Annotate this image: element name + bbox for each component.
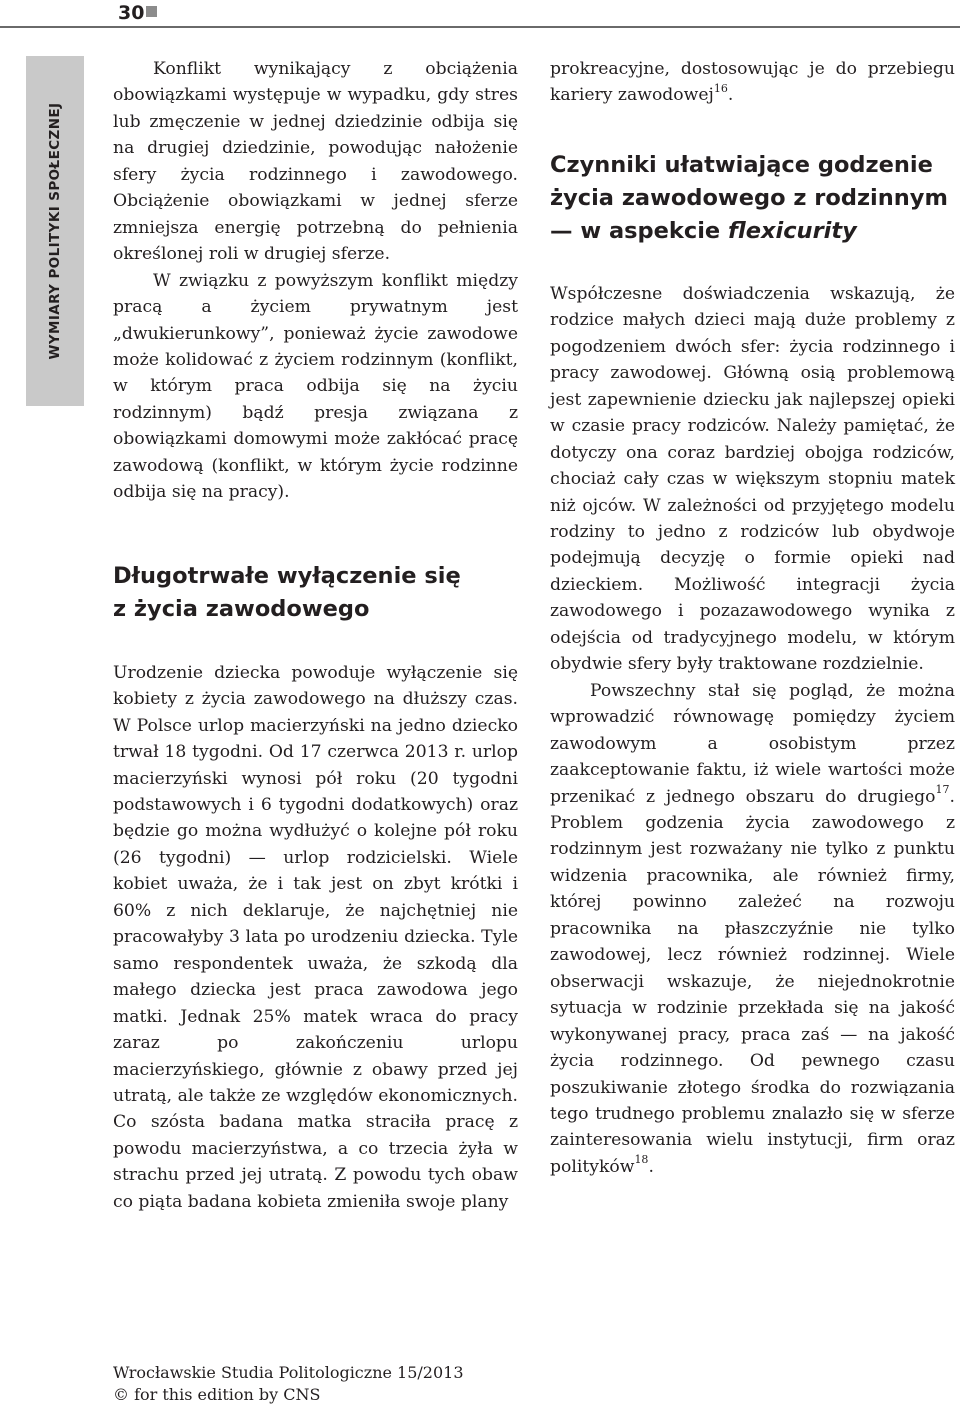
section-heading <box>550 149 955 248</box>
paragraph: Urodzenie dziecka powoduje wyłączenie się kobiety z życia zawodowego na dłuższy czas. W Polsce urlop macierzyński na jedno dziecko trwał 18 tygodni. Od 17 czerwca 2013 r. urlop macierzyński wynosi pół roku (20 tygodni podstawowych i 6 tygodni dodatkowych) oraz będzie go można wydłużyć o kolejne pół roku (26 tygodni) — urlop rodzicielski. Wiele kobiet uważa, że i tak jest on zbyt krótki i 60% z nich deklaruje, że najchętniej nie pracowałyby 3 lata po urodzeniu dziecka. Tyle samo respondentek uważa, że szkodą dla małego dziecka jest praca zawodowa jego matki. Jednak 25% matek wraca do pracy zaraz po zakończeniu urlopu macierzyńskiego, głównie z obawy przed jej utratą, ale także ze względów ekonomicznych. Co szósta badana matka straciła pracę z powodu macierzyństwa, a co trzecia żyła w strachu przed jej utratą. Z powodu tych obaw co piąta badana kobieta zmieniła swoje plany <box>113 662 518 1212</box>
paragraph: Współczesne doświadczenia wskazują, że rodzice małych dzieci mają duże problemy z pogodzeniem dwóch sfer: życia rodzinnego i pracy zawodowej. Główną osią problemową jest zapewnienie dziecku jak najlepszej opieki w czasie pracy rodziców. Należy pamiętać, że dotyczy ona coraz bardziej obojga rodziców, chociaż cały czas w większym stopniu matek niż ojców. W zależności od przyjętego modelu rodziny to jedno z rodziców lub obydwoje podejmują decyzję o formie opieki nad dzieckiem. Możliwość integracji życia zawodowego i pozazawodowego wynika z odejścia od tradycyjnego modelu, w którym obydwie sfery były traktowane rozdzielnie. <box>550 283 955 675</box>
section-sidebar-tab <box>26 56 84 406</box>
paragraph <box>550 678 955 1181</box>
left-column <box>113 56 518 1215</box>
footnote-ref: 16 <box>713 81 728 95</box>
section-heading <box>113 560 518 626</box>
paragraph-text: Powszechny stał się pogląd, że można wprowadzić równowagę pomiędzy życiem zawodowym a osobistym przez zaakceptowanie faktu, iż wiele wartości może przenikać z jednego obszaru do drugiego <box>550 680 955 807</box>
heading-line: życia zawodowego z rodzinnym <box>550 184 948 211</box>
heading-italic-term: flexicurity <box>728 217 857 244</box>
copyright-notice: © for this edition by CNS <box>113 1385 321 1404</box>
journal-citation: Wrocławskie Studia Politologiczne 15/2013 <box>113 1363 464 1382</box>
paragraph: Konflikt wynikający z obciążenia obowiązkami występuje w wypadku, gdy stres lub zmęczenie w jednej dziedzinie odbija się na drugiej dziedzinie, powodując nałożenie sfery życia rodzinnego i zawodowego. Obciążenie obowiązkami w jednej sferze zmniejsza energię potrzebną do pełnienia określonej roli w drugiej sferze. <box>113 59 518 265</box>
section-label: WYMIARY POLITYKI SPOŁECZNEJ <box>47 102 63 360</box>
heading-line: — w aspekcie <box>550 217 729 244</box>
footnote-ref: 18 <box>634 1153 649 1167</box>
page-footer <box>113 1362 464 1406</box>
paragraph-text: . <box>727 85 734 106</box>
heading-line: Czynniki ułatwiające godzenie <box>550 151 933 178</box>
page-number: 30 <box>118 2 145 24</box>
paragraph-text: . <box>648 1156 654 1177</box>
header-rule <box>0 26 960 28</box>
paragraph-text: prokreacyjne, dostosowując je do przebiegu kariery zawodowej <box>550 59 955 106</box>
footnote-ref: 17 <box>935 782 950 796</box>
heading-line: z życia zawodowego <box>113 595 370 622</box>
page-marker-square <box>146 6 157 17</box>
paragraph: W związku z powyższym konflikt między pracą a życiem prywatnym jest „dwukierunkowy”, ponieważ życie zawodowe może kolidować z życiem rodzinnym (konflikt, w którym praca odbija się na życiu rodzinnym) bądź presja związana z obowiązkami domowymi może zakłócać pracę zawodową (konflikt, w którym życie rodzinne odbija się na pracy). <box>113 270 518 503</box>
right-column <box>550 56 955 1180</box>
paragraph <box>550 56 955 109</box>
heading-line: Długotrwałe wyłączenie się <box>113 562 461 589</box>
paragraph-text: . Problem godzenia życia zawodowego z rodzinnym jest rozważany nie tylko z punktu widzenia pracownika, ale również firmy, której powinno zależeć na rozwoju pracownika na płaszczyźnie nie tylko zawodowej, lecz również rodzinnej. Wiele obserwacji wskazuje, że niejednokrotnie sytuacja w rodzinie przekłada się na jakość wykonywanej pracy, praca zaś — na jakość życia rodzinnego. Od pewnego czasu poszukiwanie złotego środka do rozwiązania tego trudnego problemu znalazło się w sferze zainteresowania wielu instytucji, firm oraz polityków <box>550 786 955 1177</box>
